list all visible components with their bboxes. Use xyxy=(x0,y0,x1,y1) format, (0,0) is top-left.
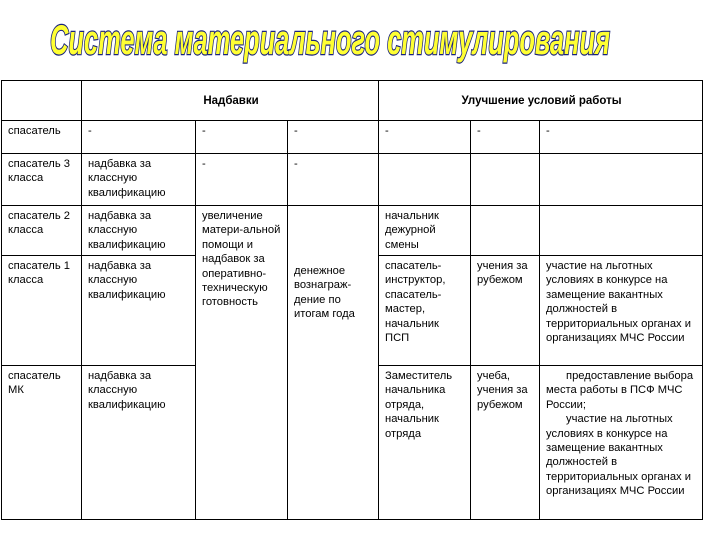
table-row xyxy=(2,206,703,256)
cell: - xyxy=(288,154,379,206)
cell-material-help: увеличение матери-альной помощи и надбавок за оперативно-техническую готовность xyxy=(196,206,288,520)
cell: участие на льготных условиях в конкурсе на замещение вакантных должностей в территориальных органах и организациях МЧС России xyxy=(540,256,703,366)
header-corner xyxy=(2,81,82,121)
cell xyxy=(540,154,703,206)
cell: - xyxy=(540,121,703,154)
row-label: спасатель 1 класса xyxy=(2,256,82,366)
header-group-conditions: Улучшение условий работы xyxy=(379,81,703,121)
cell-part: предоставление выбора места работы в ПСФ МЧС России; xyxy=(546,370,694,411)
header-group-allowances: Надбавки xyxy=(82,81,379,121)
row-label: спасатель xyxy=(2,121,82,154)
cell: надбавка за классную квалификацию xyxy=(82,206,196,256)
cell xyxy=(471,154,540,206)
header-row xyxy=(2,81,703,121)
row-label: спасатель 3 класса xyxy=(2,154,82,206)
cell: - xyxy=(471,121,540,154)
cell-annual-bonus: денежное вознаграж-дение по итогам года xyxy=(288,206,379,520)
cell: начальник дежурной смены xyxy=(379,206,471,256)
cell xyxy=(379,154,471,206)
page-title xyxy=(0,4,720,74)
row-label: спасатель 2 класса xyxy=(2,206,82,256)
cell: - xyxy=(196,154,288,206)
cell: - xyxy=(82,121,196,154)
cell: учеба, учения за рубежом xyxy=(471,366,540,520)
title-text: Система материального стимулирования xyxy=(50,16,610,63)
table-row xyxy=(2,154,703,206)
stimulus-table xyxy=(1,80,703,520)
cell: - xyxy=(288,121,379,154)
cell: надбавка за классную квалификацию xyxy=(82,154,196,206)
cell: спасатель-инструктор, спасатель-мастер, начальник ПСП xyxy=(379,256,471,366)
cell xyxy=(540,206,703,256)
cell-part: участие на льготных условиях в конкурсе на замещение вакантных должностей в территориальных органах и организациях МЧС России xyxy=(546,413,691,498)
cell: надбавка за классную квалификацию xyxy=(82,366,196,520)
cell: - xyxy=(196,121,288,154)
cell: Заместитель начальника отряда, начальник отряда xyxy=(379,366,471,520)
cell xyxy=(471,206,540,256)
row-label: спасатель МК xyxy=(2,366,82,520)
cell: учения за рубежом xyxy=(471,256,540,366)
cell: - xyxy=(379,121,471,154)
table-row xyxy=(2,121,703,154)
cell: надбавка за классную квалификацию xyxy=(82,256,196,366)
cell xyxy=(540,366,703,520)
